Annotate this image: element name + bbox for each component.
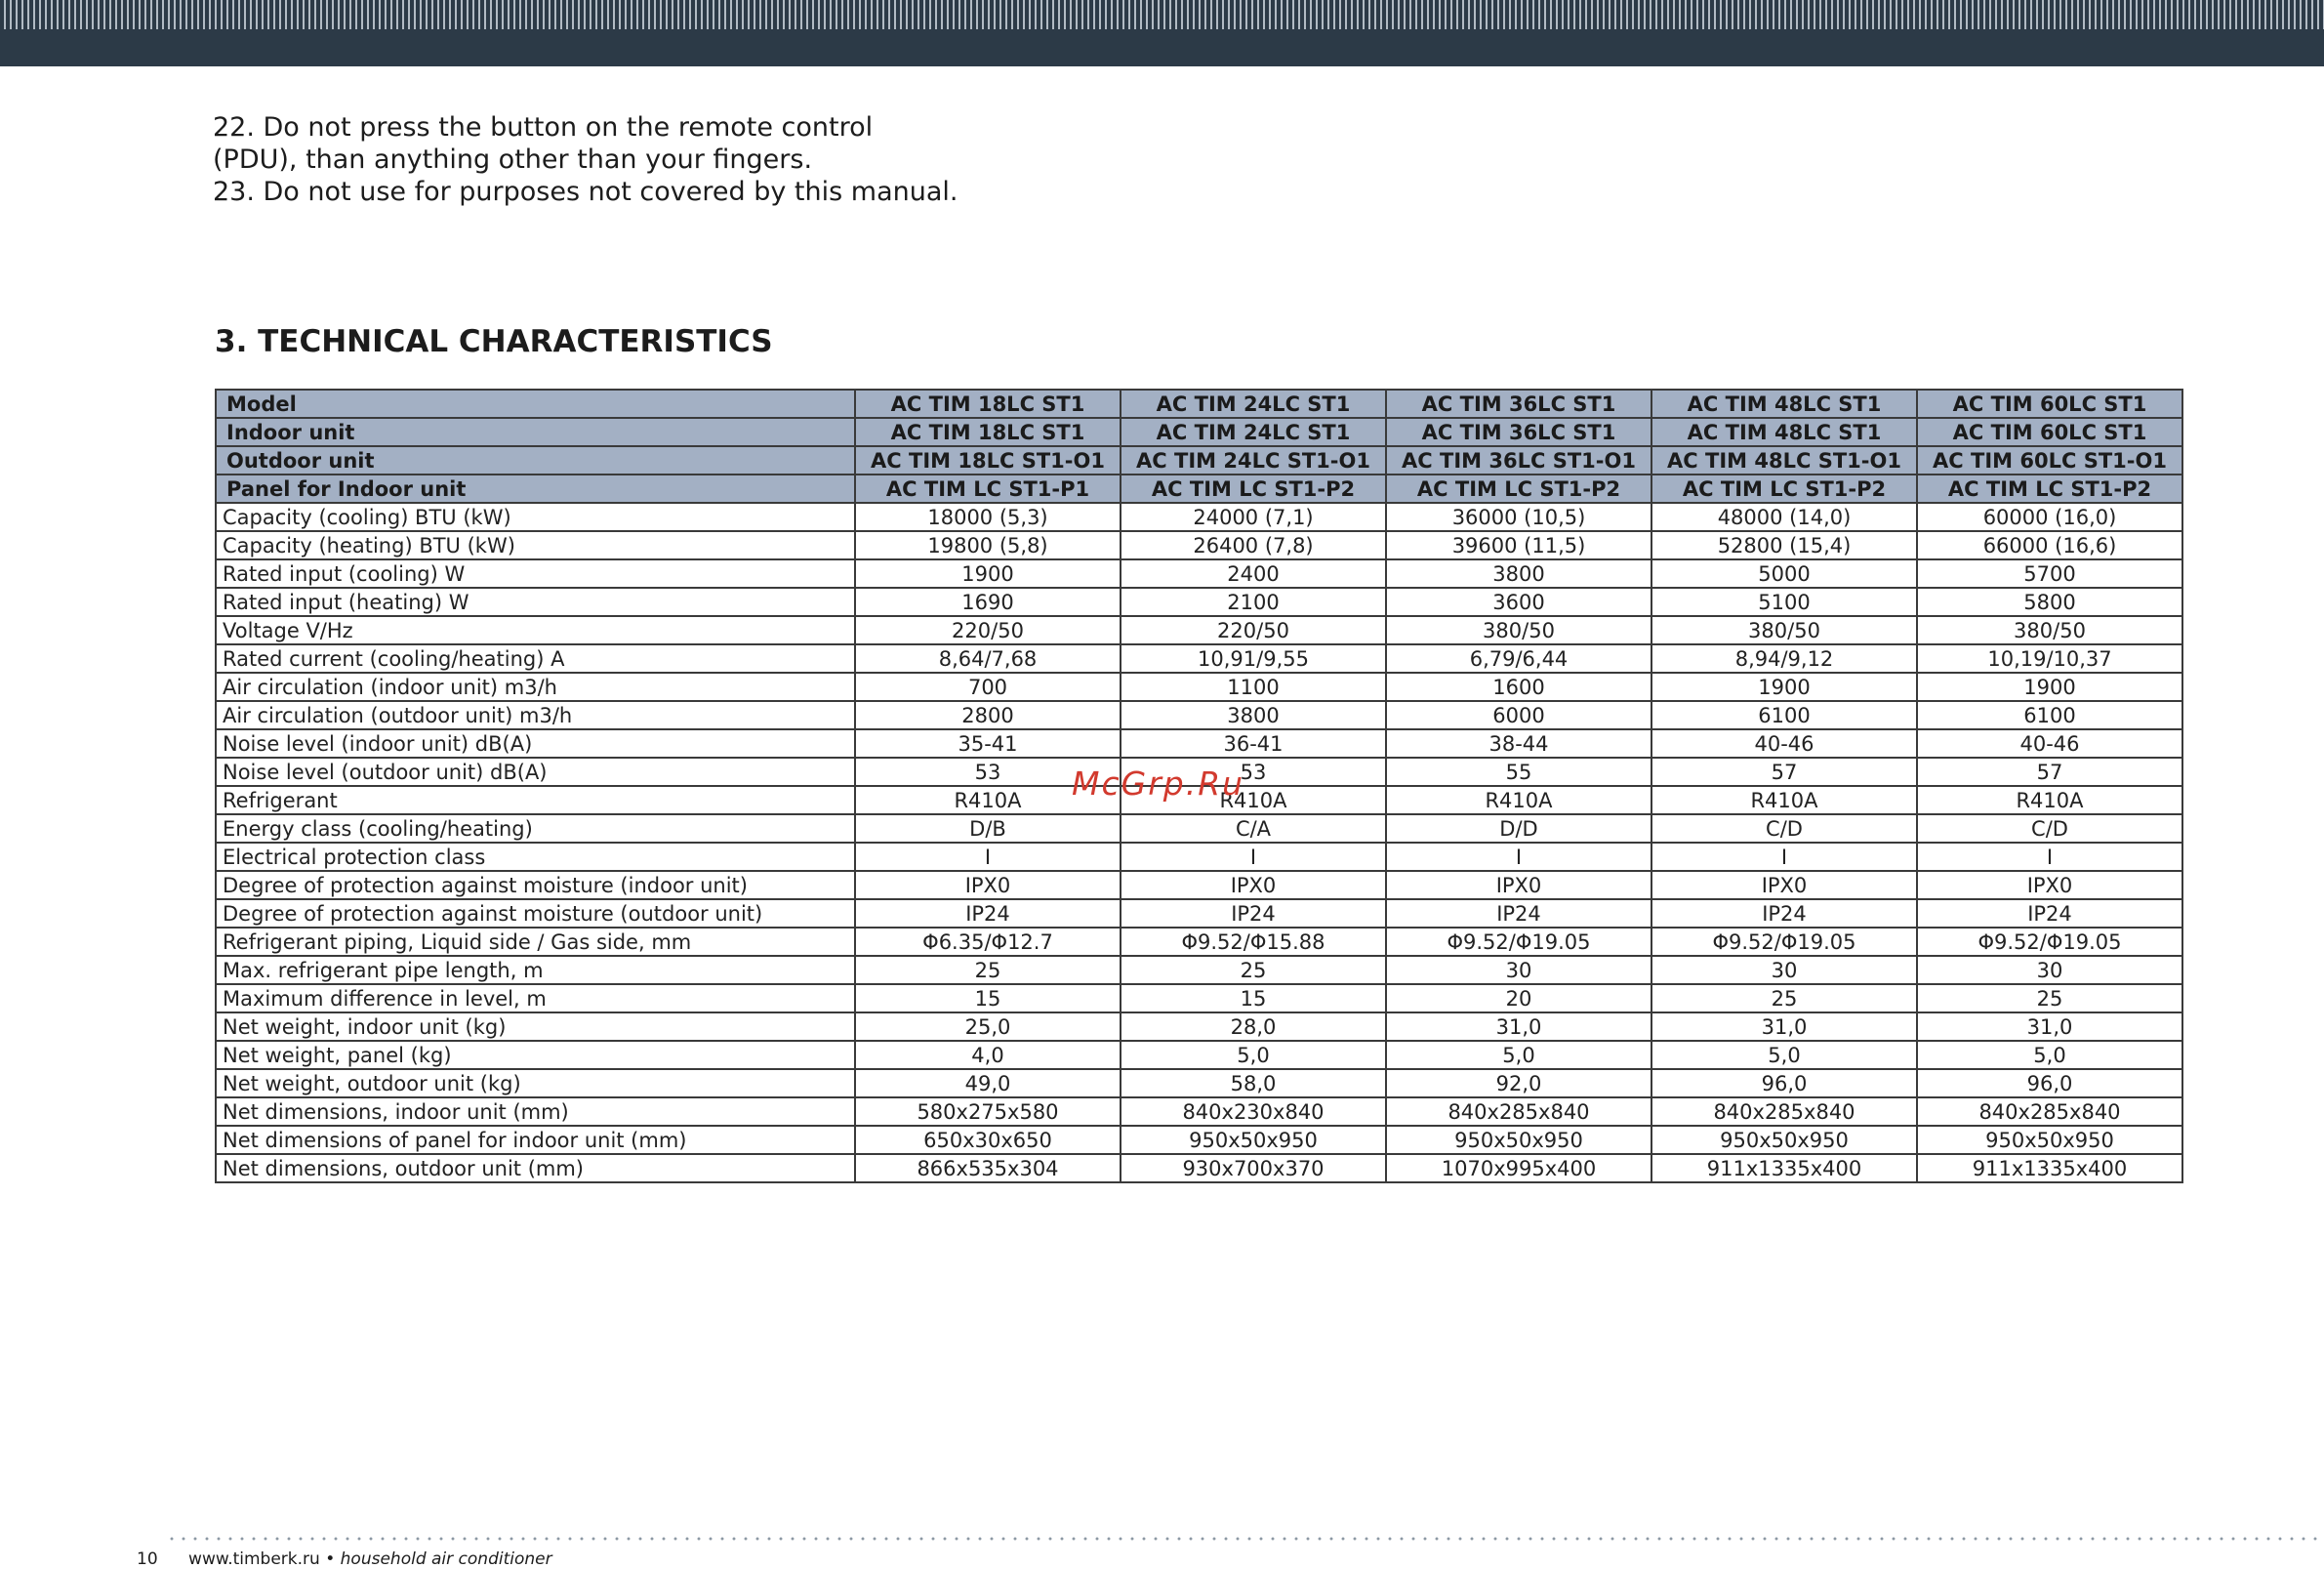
row-label: Net dimensions, indoor unit (mm): [216, 1097, 855, 1126]
table-cell: 10,91/9,55: [1121, 644, 1386, 673]
table-cell: 40-46: [1917, 729, 2182, 758]
table-cell: AC TIM 48LC ST1-O1: [1651, 446, 1917, 475]
row-label: Panel for Indoor unit: [216, 475, 855, 503]
row-label: Net dimensions, outdoor unit (mm): [216, 1154, 855, 1182]
row-label: Model: [216, 390, 855, 418]
table-cell: 220/50: [855, 616, 1121, 644]
table-cell: 28,0: [1121, 1012, 1386, 1041]
row-label: Max. refrigerant pipe length, m: [216, 956, 855, 984]
row-label: Net weight, indoor unit (kg): [216, 1012, 855, 1041]
table-cell: R410A: [855, 786, 1121, 814]
table-cell: AC TIM 24LC ST1: [1121, 418, 1386, 446]
table-cell: IP24: [1121, 899, 1386, 928]
table-cell: 5,0: [1386, 1041, 1651, 1069]
footer-subtitle: household air conditioner: [340, 1549, 552, 1569]
table-cell: 950x50x950: [1917, 1126, 2182, 1154]
table-row: [216, 559, 2182, 588]
table-cell: 5,0: [1651, 1041, 1917, 1069]
table-row: [216, 899, 2182, 928]
table-cell: AC TIM LC ST1-P1: [855, 475, 1121, 503]
row-label: Noise level (indoor unit) dB(A): [216, 729, 855, 758]
table-cell: Φ9.52/Φ19.05: [1651, 928, 1917, 956]
table-cell: AC TIM 18LC ST1-O1: [855, 446, 1121, 475]
row-label: Capacity (heating) BTU (kW): [216, 531, 855, 559]
row-label: Rated input (cooling) W: [216, 559, 855, 588]
table-cell: 36000 (10,5): [1386, 503, 1651, 531]
table-row: [216, 616, 2182, 644]
table-header-row: [216, 446, 2182, 475]
table-cell: 1900: [1651, 673, 1917, 701]
table-row: [216, 928, 2182, 956]
table-cell: 840x285x840: [1386, 1097, 1651, 1126]
table-cell: 1070x995x400: [1386, 1154, 1651, 1182]
footer: [137, 1549, 552, 1569]
table-cell: AC TIM 60LC ST1-O1: [1917, 446, 2182, 475]
table-cell: 911x1335x400: [1651, 1154, 1917, 1182]
table-cell: 57: [1651, 758, 1917, 786]
table-header-row: [216, 390, 2182, 418]
section-title: 3. TECHNICAL CHARACTERISTICS: [215, 324, 773, 359]
row-label: Voltage V/Hz: [216, 616, 855, 644]
table-header-row: [216, 475, 2182, 503]
page-number: 10: [137, 1549, 158, 1569]
table-cell: C/D: [1651, 814, 1917, 843]
table-row: [216, 1041, 2182, 1069]
table-cell: I: [1121, 843, 1386, 871]
table-cell: 25: [1651, 984, 1917, 1012]
table-row: [216, 1154, 2182, 1182]
table-row: [216, 956, 2182, 984]
table-cell: 840x285x840: [1651, 1097, 1917, 1126]
watermark-text: McGrp.Ru: [1072, 764, 1245, 803]
table-cell: 6100: [1917, 701, 2182, 729]
table-cell: 380/50: [1651, 616, 1917, 644]
table-cell: 5000: [1651, 559, 1917, 588]
table-cell: 5,0: [1917, 1041, 2182, 1069]
table-cell: 49,0: [855, 1069, 1121, 1097]
table-cell: 31,0: [1917, 1012, 2182, 1041]
table-row: [216, 531, 2182, 559]
row-label: Refrigerant piping, Liquid side / Gas side, mm: [216, 928, 855, 956]
table-row: [216, 588, 2182, 616]
table-cell: 1690: [855, 588, 1121, 616]
table-cell: 53: [1121, 758, 1386, 786]
table-cell: IPX0: [855, 871, 1121, 899]
table-cell: 30: [1651, 956, 1917, 984]
table-cell: 911x1335x400: [1917, 1154, 2182, 1182]
row-label: Air circulation (indoor unit) m3/h: [216, 673, 855, 701]
row-label: Capacity (cooling) BTU (kW): [216, 503, 855, 531]
table-cell: 2400: [1121, 559, 1386, 588]
table-cell: 25: [1121, 956, 1386, 984]
table-row: [216, 1097, 2182, 1126]
table-cell: 60000 (16,0): [1917, 503, 2182, 531]
table-cell: 26400 (7,8): [1121, 531, 1386, 559]
table-cell: 53: [855, 758, 1121, 786]
table-cell: IP24: [855, 899, 1121, 928]
top-banner: [0, 0, 2324, 66]
table-cell: AC TIM LC ST1-P2: [1651, 475, 1917, 503]
table-cell: 66000 (16,6): [1917, 531, 2182, 559]
intro-line-3: 23. Do not use for purposes not covered by this manual.: [213, 177, 958, 207]
table-cell: 950x50x950: [1386, 1126, 1651, 1154]
row-label: Rated input (heating) W: [216, 588, 855, 616]
table-cell: 92,0: [1386, 1069, 1651, 1097]
table-cell: IP24: [1386, 899, 1651, 928]
intro-line-1: 22. Do not press the button on the remote control: [213, 112, 874, 143]
table-cell: 8,64/7,68: [855, 644, 1121, 673]
row-label: Indoor unit: [216, 418, 855, 446]
table-cell: I: [855, 843, 1121, 871]
table-cell: I: [1386, 843, 1651, 871]
table-cell: AC TIM 36LC ST1: [1386, 418, 1651, 446]
table-row: [216, 644, 2182, 673]
table-cell: AC TIM 18LC ST1: [855, 390, 1121, 418]
table-cell: 15: [855, 984, 1121, 1012]
table-cell: AC TIM LC ST1-P2: [1917, 475, 2182, 503]
table-header-row: [216, 418, 2182, 446]
row-label: Noise level (outdoor unit) dB(A): [216, 758, 855, 786]
table-cell: R410A: [1917, 786, 2182, 814]
table-cell: AC TIM 36LC ST1-O1: [1386, 446, 1651, 475]
table-row: [216, 814, 2182, 843]
table-cell: R410A: [1386, 786, 1651, 814]
table-cell: 1600: [1386, 673, 1651, 701]
table-cell: 25,0: [855, 1012, 1121, 1041]
table-row: [216, 1069, 2182, 1097]
table-cell: 5700: [1917, 559, 2182, 588]
table-cell: 6,79/6,44: [1386, 644, 1651, 673]
table-cell: 6100: [1651, 701, 1917, 729]
table-cell: 18000 (5,3): [855, 503, 1121, 531]
row-label: Energy class (cooling/heating): [216, 814, 855, 843]
table-cell: 6000: [1386, 701, 1651, 729]
table-row: [216, 1012, 2182, 1041]
top-banner-stripes: [0, 0, 2324, 29]
table-cell: 2100: [1121, 588, 1386, 616]
table-cell: 31,0: [1651, 1012, 1917, 1041]
table-cell: D/D: [1386, 814, 1651, 843]
table-cell: 40-46: [1651, 729, 1917, 758]
table-cell: 866x535x304: [855, 1154, 1121, 1182]
footer-separator: •: [325, 1549, 336, 1569]
table-cell: 19800 (5,8): [855, 531, 1121, 559]
row-label: Net weight, panel (kg): [216, 1041, 855, 1069]
table-cell: 950x50x950: [1121, 1126, 1386, 1154]
table-cell: 5,0: [1121, 1041, 1386, 1069]
table-cell: 10,19/10,37: [1917, 644, 2182, 673]
table-cell: 58,0: [1121, 1069, 1386, 1097]
table-cell: C/D: [1917, 814, 2182, 843]
table-row: [216, 1126, 2182, 1154]
table-cell: 48000 (14,0): [1651, 503, 1917, 531]
table-cell: Φ6.35/Φ12.7: [855, 928, 1121, 956]
table-cell: AC TIM 60LC ST1: [1917, 390, 2182, 418]
footer-divider: [166, 1537, 2324, 1541]
table-cell: 380/50: [1917, 616, 2182, 644]
table-cell: IPX0: [1917, 871, 2182, 899]
table-cell: 24000 (7,1): [1121, 503, 1386, 531]
row-label: Rated current (cooling/heating) A: [216, 644, 855, 673]
row-label: Net weight, outdoor unit (kg): [216, 1069, 855, 1097]
table-cell: 1900: [855, 559, 1121, 588]
table-cell: 1900: [1917, 673, 2182, 701]
table-cell: Φ9.52/Φ19.05: [1917, 928, 2182, 956]
row-label: Degree of protection against moisture (indoor unit): [216, 871, 855, 899]
table-cell: 35-41: [855, 729, 1121, 758]
row-label: Refrigerant: [216, 786, 855, 814]
table-row: [216, 701, 2182, 729]
row-label: Outdoor unit: [216, 446, 855, 475]
table-row: [216, 729, 2182, 758]
table-cell: Φ9.52/Φ15.88: [1121, 928, 1386, 956]
table-cell: AC TIM 48LC ST1: [1651, 418, 1917, 446]
table-row: [216, 843, 2182, 871]
table-cell: 38-44: [1386, 729, 1651, 758]
table-cell: 96,0: [1917, 1069, 2182, 1097]
table-cell: 5100: [1651, 588, 1917, 616]
table-cell: 840x285x840: [1917, 1097, 2182, 1126]
footer-site-link[interactable]: www.timberk.ru: [188, 1549, 320, 1569]
table-cell: 5800: [1917, 588, 2182, 616]
intro-line-2: (PDU), than anything other than your fingers.: [213, 145, 813, 175]
table-cell: 30: [1386, 956, 1651, 984]
table-cell: 96,0: [1651, 1069, 1917, 1097]
table-cell: 1100: [1121, 673, 1386, 701]
table-cell: C/A: [1121, 814, 1386, 843]
table-cell: IP24: [1917, 899, 2182, 928]
table-cell: AC TIM LC ST1-P2: [1386, 475, 1651, 503]
table-cell: 55: [1386, 758, 1651, 786]
table-cell: 57: [1917, 758, 2182, 786]
table-cell: 31,0: [1386, 1012, 1651, 1041]
table-row: [216, 673, 2182, 701]
table-cell: R410A: [1651, 786, 1917, 814]
table-row: [216, 984, 2182, 1012]
table-cell: 3600: [1386, 588, 1651, 616]
table-cell: AC TIM LC ST1-P2: [1121, 475, 1386, 503]
intro-text: [213, 111, 958, 208]
table-cell: IPX0: [1651, 871, 1917, 899]
table-cell: 25: [1917, 984, 2182, 1012]
row-label: Air circulation (outdoor unit) m3/h: [216, 701, 855, 729]
table-cell: 950x50x950: [1651, 1126, 1917, 1154]
table-row: [216, 503, 2182, 531]
table-cell: 52800 (15,4): [1651, 531, 1917, 559]
table-cell: AC TIM 60LC ST1: [1917, 418, 2182, 446]
table-cell: 580x275x580: [855, 1097, 1121, 1126]
table-cell: 700: [855, 673, 1121, 701]
table-row: [216, 871, 2182, 899]
table-cell: AC TIM 36LC ST1: [1386, 390, 1651, 418]
table-cell: IPX0: [1121, 871, 1386, 899]
table-cell: Φ9.52/Φ19.05: [1386, 928, 1651, 956]
table-cell: 840x230x840: [1121, 1097, 1386, 1126]
table-cell: 39600 (11,5): [1386, 531, 1651, 559]
table-cell: I: [1917, 843, 2182, 871]
table-cell: 20: [1386, 984, 1651, 1012]
row-label: Net dimensions of panel for indoor unit (mm): [216, 1126, 855, 1154]
table-cell: 15: [1121, 984, 1386, 1012]
table-cell: IPX0: [1386, 871, 1651, 899]
table-cell: 220/50: [1121, 616, 1386, 644]
table-cell: I: [1651, 843, 1917, 871]
table-cell: IP24: [1651, 899, 1917, 928]
table-cell: 30: [1917, 956, 2182, 984]
row-label: Degree of protection against moisture (outdoor unit): [216, 899, 855, 928]
table-cell: 650x30x650: [855, 1126, 1121, 1154]
table-cell: 930x700x370: [1121, 1154, 1386, 1182]
table-cell: R410A: [1121, 786, 1386, 814]
table-cell: 3800: [1121, 701, 1386, 729]
row-label: Maximum difference in level, m: [216, 984, 855, 1012]
table-cell: AC TIM 24LC ST1-O1: [1121, 446, 1386, 475]
table-cell: 380/50: [1386, 616, 1651, 644]
table-cell: 2800: [855, 701, 1121, 729]
table-cell: 8,94/9,12: [1651, 644, 1917, 673]
table-cell: 25: [855, 956, 1121, 984]
table-cell: AC TIM 48LC ST1: [1651, 390, 1917, 418]
table-cell: AC TIM 18LC ST1: [855, 418, 1121, 446]
table-cell: 3800: [1386, 559, 1651, 588]
row-label: Electrical protection class: [216, 843, 855, 871]
table-cell: D/B: [855, 814, 1121, 843]
table-cell: 4,0: [855, 1041, 1121, 1069]
table-cell: 36-41: [1121, 729, 1386, 758]
table-cell: AC TIM 24LC ST1: [1121, 390, 1386, 418]
